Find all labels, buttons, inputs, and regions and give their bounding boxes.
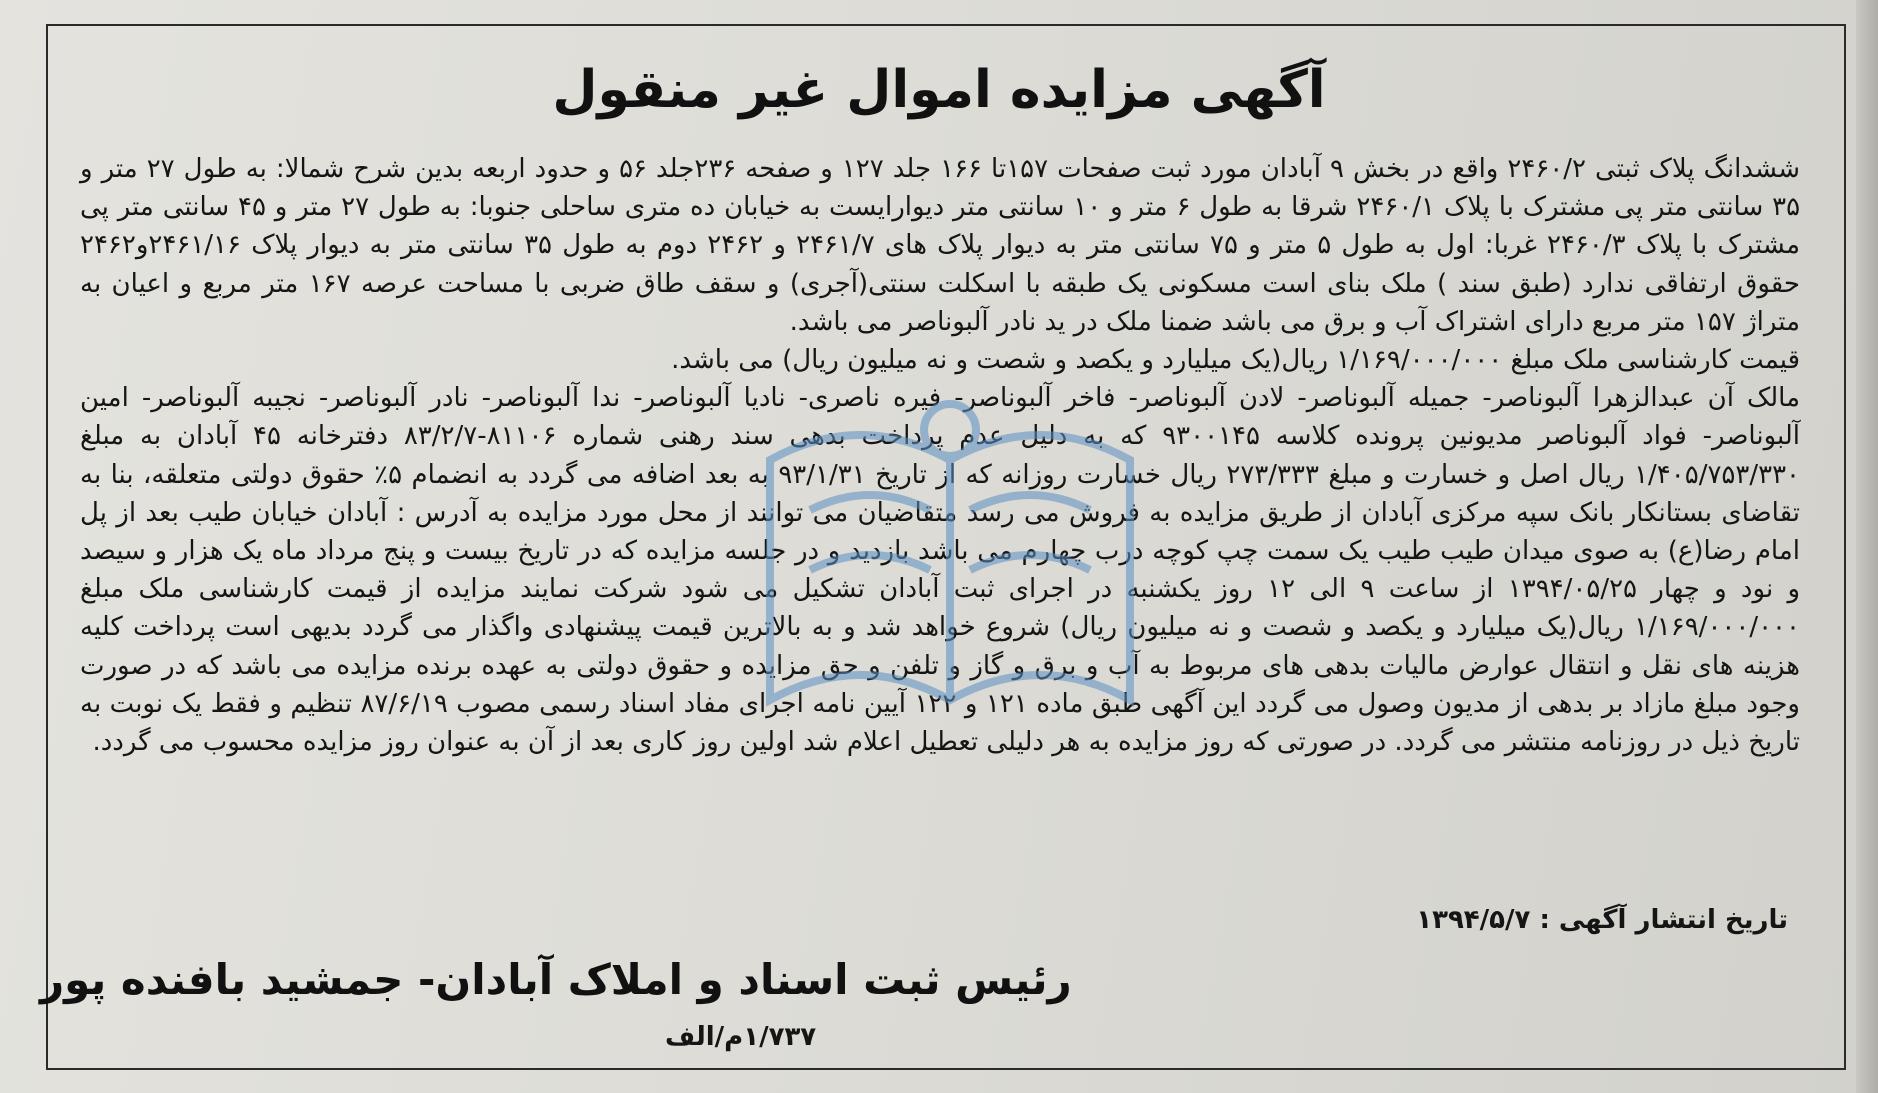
- notice-title: آگهی مزایده اموال غیر منقول: [552, 60, 1326, 120]
- book-logo-watermark-icon: [740, 370, 1160, 770]
- page-edge: [1856, 0, 1878, 1093]
- signature-line: رئیس ثبت اسناد و املاک آبادان- جمشید بافنده پور: [40, 955, 1072, 1004]
- paragraph-property-description: ششدانگ پلاک ثبتی ۲۴۶۰/۲ واقع در بخش ۹ آبادان مورد ثبت صفحات ۱۵۷تا ۱۶۶ جلد ۱۲۷ و صفحه ۲۳۶جلد ۵۶ و حدود اربعه بدین شرح شمالا: به طول ۲۷ متر و ۳۵ سانتی متر پی مشترک با پلاک ۲۴۶۰/۱ شرقا به طول ۶ متر و ۱۰ سانتی متر دیوارایست به خیابان ده متری ساحلی جنوبا: به طول ۲۷ متر و ۴۵ سانتی متر پی مشترک با پلاک ۲۴۶۰/۳ غربا: اول به طول ۵ متر و ۷۵ سانتی متر به دیوار پلاک های ۲۴۶۱/۷ و ۲۴۶۲ دوم به طول ۳۵ سانتی متر به دیوار پلاک ۲۴۶۱/۱۶و۲۴۶۲ حقوق ارتفاقی ندارد (طبق سند ) ملک بنای است مسکونی یک طبقه با اسکلت سنتی(آجری) و سقف طاق ضربی با مساحت عرصه ۱۶۷ متر مربع و اعیان به متراژ ۱۵۷ متر مربع دارای اشتراک آب و برق می باشد ضمنا ملک در ید نادر آلبوناصر می باشد.: [80, 154, 1801, 337]
- ad-code: ۱/۷۳۷م/الف: [665, 1022, 817, 1052]
- publish-date: تاریخ انتشار آگهی : ۱۳۹۴/۵/۷: [1416, 905, 1788, 935]
- paragraph-owners-and-terms: مالک آن عبدالزهرا آلبوناصر- جمیله آلبوناصر- لادن آلبوناصر- فاخر آلبوناصر- فیره ناصری- نادیا آلبوناصر- ندا آلبوناصر- نادر آلبوناصر- نجیبه آلبوناصر- امین آلبوناصر- فواد آلبوناصر مدیونین پرونده کلاسه ۹۳۰۰۱۴۵ که به دلیل عدم پرداخت بدهی سند رهنی شماره ۸۱۱۰۶-۸۳/۲/۷ دفترخانه ۴۵ آبادان به مبلغ ۱/۴۰۵/۷۵۳/۳۳۰ ریال اصل و خسارت و مبلغ ۲۷۳/۳۳۳ ریال خسارت روزانه که از تاریخ ۹۳/۱/۳۱ به بعد اضافه می گردد به انضمام ۵٪ حقوق دولتی متعلقه، بنا به تقاضای بستانکار بانک سپه مرکزی آبادان از طریق مزایده به فروش می رسد متقاضیان می توانند از محل مورد مزایده به آدرس : آبادان خیابان طیب بعد از پل امام رضا(ع) به صوی میدان طیب طیب یک سمت چپ کوچه درب چهارم می باشد بازدید و در جلسه مزایده که در تاریخ بیست و پنج مرداد ماه یک هزار و سیصد و نود و چهار ۱۳۹۴/۰۵/۲۵ از ساعت ۹ الی ۱۲ روز یکشنبه در اجرای ثبت آبادان تشکیل می شود شرکت نمایند مزایده از قیمت کارشناسی ملک مبلغ ۱/۱۶۹/۰۰۰/۰۰۰ ریال(یک میلیارد و یکصد و شصت و نه میلیون ریال) شروع خواهد شد و به بالاترین قیمت پیشنهادی واگذار می گردد بدیهی است پرداخت کلیه هزینه های نقل و انتقال عوارض مالیات بدهی های مربوط به آب و برق و گاز و تلفن و حق مزایده و حقوق دولتی به عهده برنده مزایده می باشد که در صورت وجود مبلغ مازاد بر بدهی از مدیون وصول می گردد این آگهی طبق ماده ۱۲۱ و ۱۲۲ آیین نامه اجرای مفاد اسناد رسمی مصوب ۸۷/۶/۱۹ تنظیم و فقط یک نوبت به تاریخ ذیل در روزنامه منتشر می گردد. در صورتی که روز مزایده به هر دلیلی تعطیل اعلام شد اولین روز کاری بعد از آن به عنوان روز مزایده محسوب می گردد.: [80, 383, 1801, 758]
- paragraph-expert-price: قیمت کارشناسی ملک مبلغ ۱/۱۶۹/۰۰۰/۰۰۰ ریال(یک میلیارد و یکصد و شصت و نه میلیون ریال) می باشد.: [671, 345, 1800, 376]
